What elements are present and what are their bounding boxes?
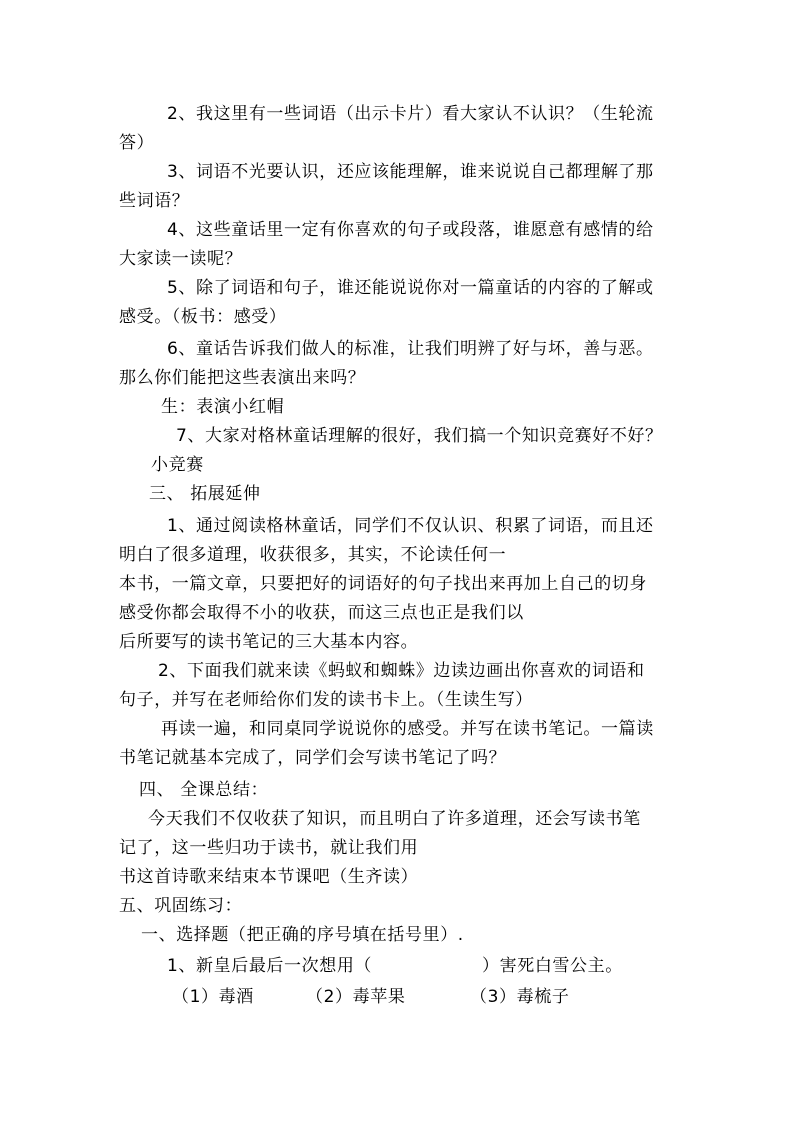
text-line: 3、词语不光要认识，还应该能理解，谁来说说自己都理解了那 bbox=[167, 162, 654, 182]
text-line: 书笔记就基本完成了，同学们会写读书笔记了吗？ bbox=[119, 748, 507, 768]
text-line: 记了，这一些归功于读书，就让我们用 bbox=[119, 838, 419, 858]
option-1: （1）毒酒 bbox=[172, 987, 254, 1007]
text-line: 感受你都会取得不小的收获，而这三点也正是我们以 bbox=[119, 603, 524, 623]
section-heading: 四、 全课总结： bbox=[139, 780, 269, 800]
section-heading: 五、巩固练习： bbox=[119, 896, 243, 916]
question-line bbox=[167, 955, 623, 977]
question-suffix: ）害死白雪公主。 bbox=[482, 956, 623, 976]
text-line: 6、童话告诉我们做人的标准，让我们明辨了好与坏，善与恶。 bbox=[167, 339, 654, 359]
text-line: 生：表演小红帽 bbox=[161, 397, 285, 417]
text-line: 一、选择题（把正确的序号填在括号里）. bbox=[141, 925, 464, 945]
text-line: 4、这些童话里一定有你喜欢的句子或段落，谁愿意有感情的给 bbox=[167, 220, 654, 240]
text-line: 5、除了词语和句子，谁还能说说你对一篇童话的内容的了解或 bbox=[167, 278, 654, 298]
text-line: 句子，并写在老师给你们发的读书卡上。（生读生写） bbox=[119, 690, 533, 710]
text-line: 本书，一篇文章，只要把好的词语好的句子找出来再加上自己的切身 bbox=[119, 574, 647, 594]
text-line: 2、下面我们就来读《蚂蚁和蜘蛛》边读边画出你喜欢的词语和 bbox=[158, 661, 645, 681]
text-line: 明白了很多道理，收获很多，其实，不论读任何一 bbox=[119, 545, 507, 565]
text-line: 7、大家对格林童话理解的很好，我们搞一个知识竞赛好不好？ bbox=[176, 426, 663, 446]
text-line: 大家读一读呢？ bbox=[119, 249, 243, 269]
text-line: 后所要写的读书笔记的三大基本内容。 bbox=[119, 632, 419, 652]
option-2: （2）毒苹果 bbox=[306, 987, 406, 1007]
text-line: 书这首诗歌来结束本节课吧（生齐读） bbox=[119, 867, 419, 887]
text-line: 今天我们不仅收获了知识，而且明白了许多道理，还会写读书笔 bbox=[148, 809, 641, 829]
text-line: 些词语？ bbox=[119, 191, 190, 211]
text-line: 小竞赛 bbox=[151, 455, 204, 475]
text-line: 1、通过阅读格林童话，同学们不仅认识、积累了词语，而且还 bbox=[167, 516, 654, 536]
question-prefix: 1、新皇后最后一次想用（ bbox=[167, 956, 373, 976]
text-line: 那么你们能把这些表演出来吗？ bbox=[119, 368, 366, 388]
text-line: 答） bbox=[119, 133, 155, 153]
text-line: 再读一遍，和同桌同学说说你的感受。并写在读书笔记。一篇读 bbox=[161, 719, 654, 739]
text-line: 2、我这里有一些词语（出示卡片）看大家认不认识？（生轮流 bbox=[167, 104, 654, 124]
option-3: （3）毒梳子 bbox=[470, 987, 570, 1007]
text-line: 感受。（板书：感受） bbox=[119, 307, 287, 327]
section-heading: 三、 拓展延伸 bbox=[149, 484, 261, 504]
